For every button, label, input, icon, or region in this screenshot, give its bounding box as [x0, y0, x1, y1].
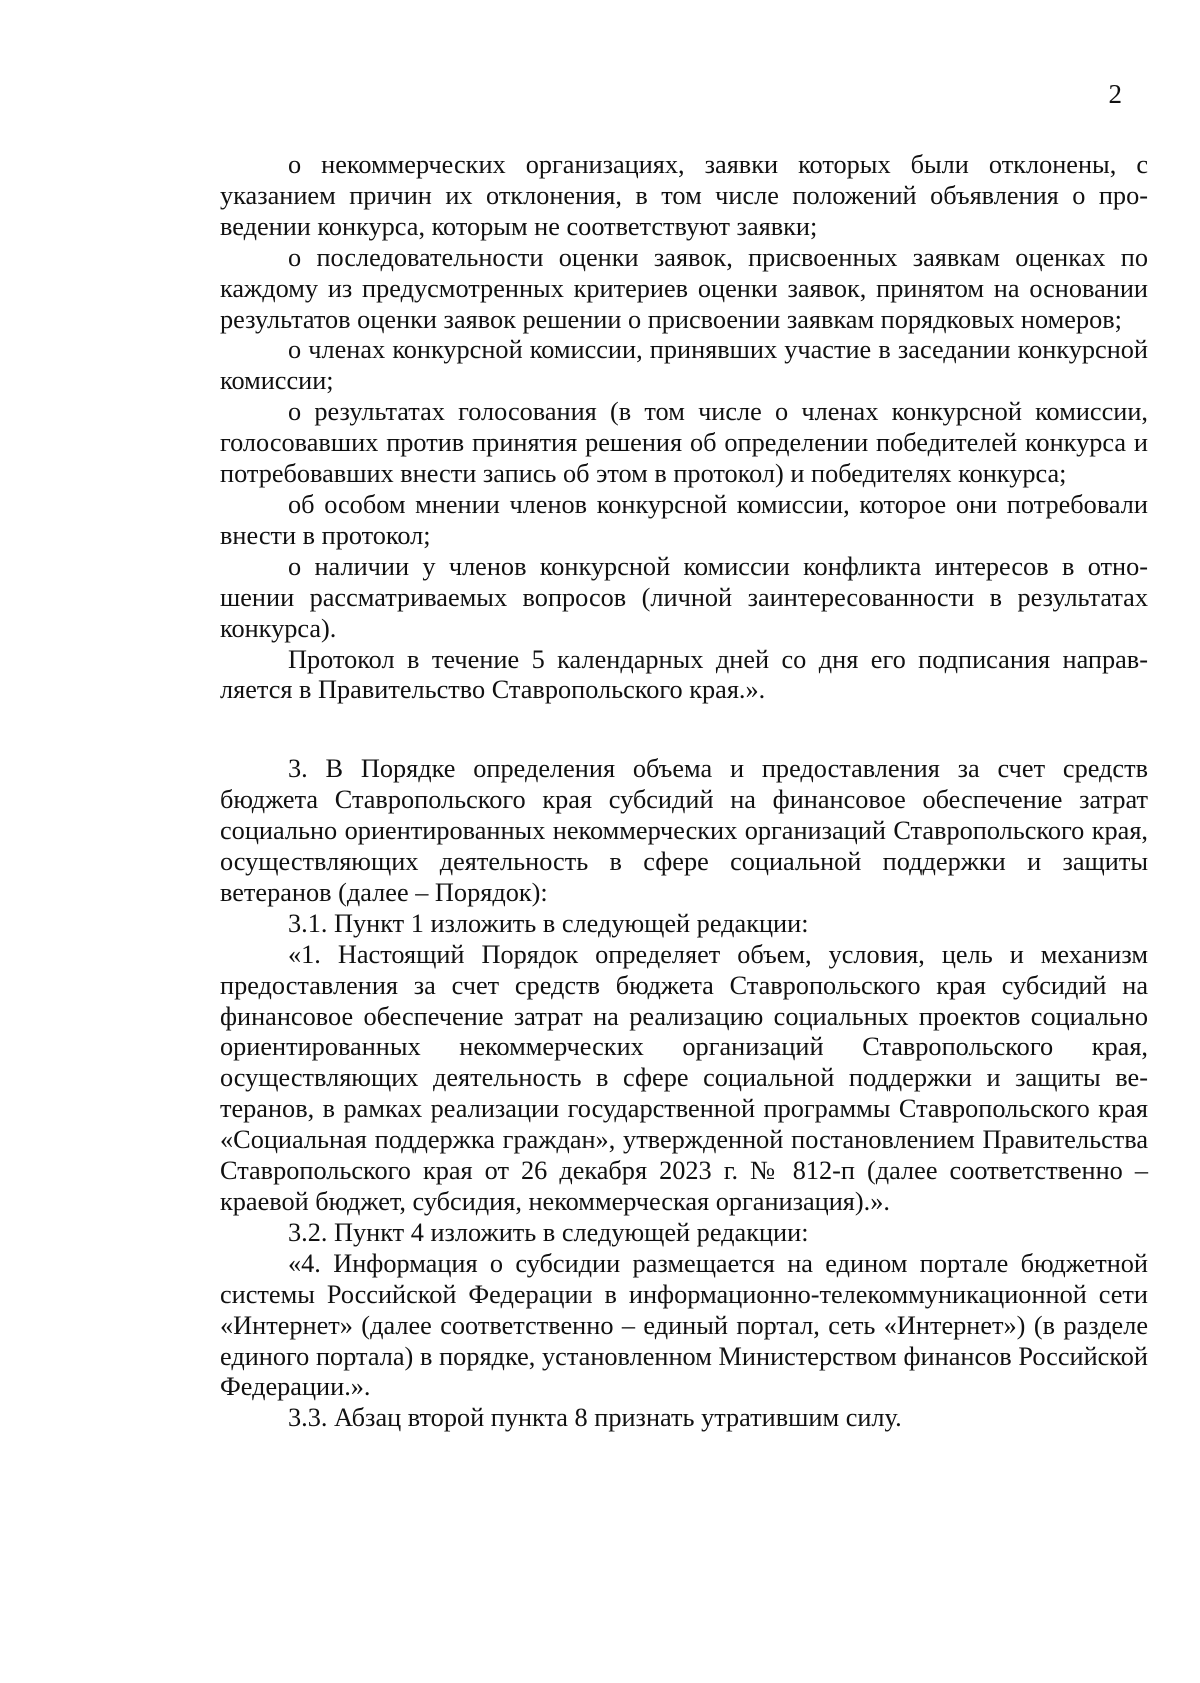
paragraph-section-3: 3. В Порядке определения объема и предоставления за счет средств бюджета Ставропольского края субсидий на финансовое обеспечение затрат социально ориентированных некоммерческих организаций Ставропольского края, осуществляющих деятельность в сфере социальной поддержки и защиты ветеранов (далее – Порядок): [220, 754, 1148, 907]
paragraph-3-2-text: «4. Информация о субсидии размещается на едином портале бюджетной системы Российской Федерации в информационно-телекоммуникационной сети «Интернет» (далее соответственно – единый портал, сеть «Интернет») (в разделе единого портала) в порядке, установленном Министерством финансов Российской Федерации.». [220, 1248, 1148, 1402]
paragraph-protocol-submission: Протокол в течение 5 календарных дней со дня его подписания направляется в Правительство Ставропольского края.». [220, 644, 1148, 705]
paragraph-voting-results: о результатах голосования (в том числе о членах конкурсной комиссии, голосовавших против принятия решения об определении победителей конкурса и потребовавших внести запись об этом в протокол) и победителях конкурса; [220, 397, 1148, 489]
paragraph-3-1-heading: 3.1. Пункт 1 изложить в следующей редакции: [288, 908, 809, 938]
paragraph-rejected-applications: о некоммерческих организациях, заявки которых были отклонены, с указанием причин их отклонения, в том числе положений объявления о проведении конкурса, которым не соответствуют заявки; [220, 150, 1148, 241]
paragraph-3-2-heading: 3.2. Пункт 4 изложить в следующей редакции: [288, 1217, 809, 1247]
paragraph-conflict-of-interest: о наличии у членов конкурсной комиссии конфликта интересов в отношении рассматриваемых вопросов (личной заинтересованности в результатах конкурса). [220, 551, 1148, 643]
paragraph-evaluation-sequence: о последовательности оценки заявок, присвоенных заявкам оценках по каждому из предусмотренных критериев оценки заявок, принятом на основании результатов оценки заявок решении о присвоении заявкам порядковых номеров; [220, 242, 1148, 334]
paragraph-special-opinion: об особом мнении членов конкурсной комиссии, которое они потребовали внести в протокол; [220, 489, 1148, 550]
document-body [220, 150, 1148, 1434]
paragraph-3-1-text: «1. Настоящий Порядок определяет объем, условия, цель и механизм предоставления за счет средств бюджета Ставропольского края субсидий на финансовое обеспечение затрат на реализацию социальных проектов социально ориентированных некоммерческих организаций Ставропольского края, осуществляющих деятельность в сфере социальной поддержки и защиты ветеранов, в рамках реализации государственной программы Ставропольского края «Социальная поддержка граждан», утвержденной постановлением Правительства Ставропольского края от 26 декабря 2023 г. № 812-п (далее соответственно – краевой бюджет, субсидия, некоммерческая организация).». [220, 939, 1148, 1216]
page-number: 2 [1108, 79, 1122, 109]
paragraph-3-3: 3.3. Абзац второй пункта 8 признать утратившим силу. [288, 1403, 902, 1433]
paragraph-commission-members: о членах конкурсной комиссии, принявших участие в заседании конкурсной комиссии; [220, 335, 1148, 396]
